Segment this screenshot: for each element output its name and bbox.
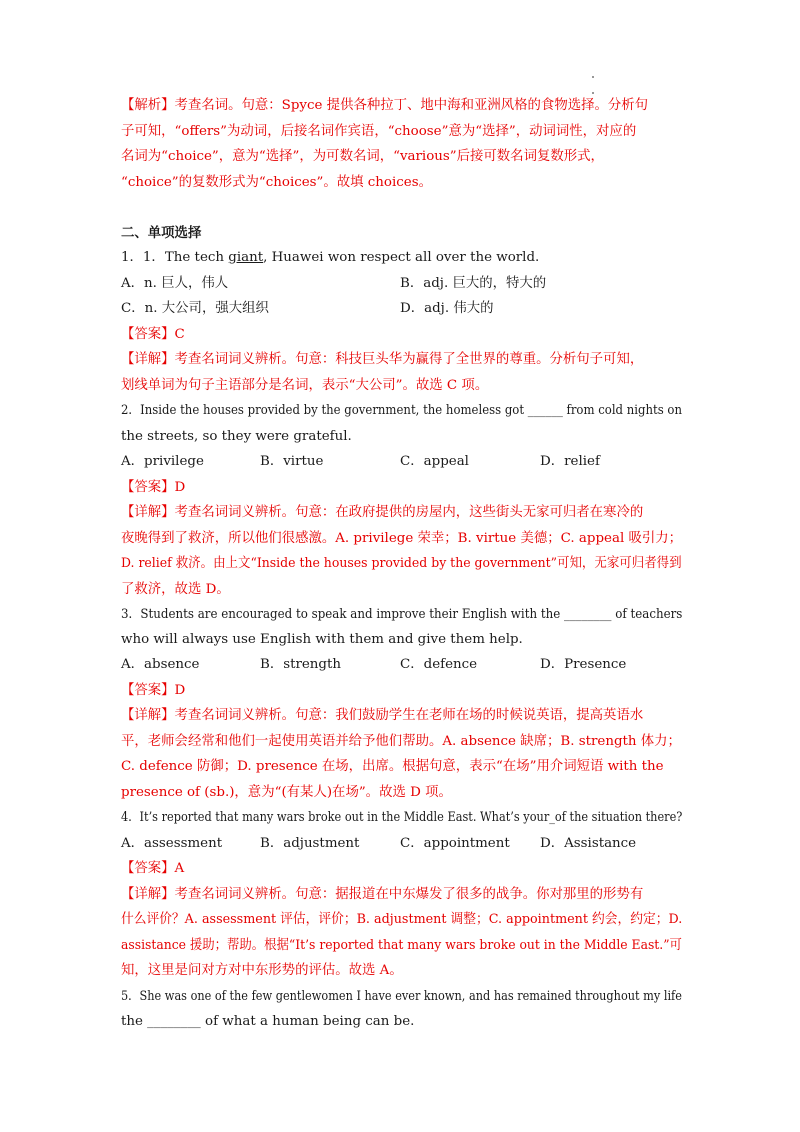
detail-line: 【详解】考查名词词义辨析。句意：据报道在中东爆发了很多的战争。你对那里的形势有: [121, 887, 644, 902]
option-c: C．appointment: [400, 836, 510, 851]
underlined-word: giant: [228, 250, 264, 265]
answer: 【答案】D: [121, 683, 186, 698]
option-b: B．adjustment: [260, 836, 360, 851]
question-3-stem: who will always use English with them and give them help.: [121, 632, 523, 647]
corner-dot: [592, 76, 594, 78]
answer: 【答案】A: [121, 861, 185, 876]
answer: 【答案】D: [121, 480, 186, 495]
detail-line: 【详解】考查名词词义辨析。句意：在政府提供的房屋内，这些街头无家可归者在寒冷的: [121, 505, 644, 520]
option-b: B．strength: [260, 657, 342, 672]
detail-line: 【详解】考查名词词义辨析。句意：我们鼓励学生在老师在场的时候说英语，提高英语水: [121, 708, 644, 723]
option-b: B．virtue: [260, 454, 324, 469]
detail-line: 平，老师会经常和他们一起使用英语并给予他们帮助。A. absence 缺席；B. strength 体力；: [121, 734, 681, 749]
analysis-line: 子可知，“offers”为动词，后接名词作宾语，“choose”意为“选择”，动词词性，对应的: [121, 124, 637, 139]
detail-line: 什么评价？A. assessment 评估，评价；B. adjustment 调整；C. appointment 约会，约定；D.: [121, 912, 683, 927]
option-d: D．Assistance: [540, 836, 637, 851]
detail-line: D. relief 救济。由上文“Inside the houses provided by the government”可知，无家可归者得到: [121, 556, 682, 571]
analysis-line: 名词为“choice”，意为“选择”，为可数名词，“various”后接可数名词复数形式，: [121, 149, 604, 164]
detail-line: presence of (sb.)，意为“(有某人)在场”。故选 D 项。: [121, 785, 452, 800]
option-c: C．appeal: [400, 454, 469, 469]
question-3-stem: 3．Students are encouraged to speak and improve their English with the ________ of teachers: [121, 607, 683, 622]
option-b: B．adj. 巨大的，特大的: [400, 276, 547, 291]
option-a: A．absence: [121, 657, 200, 672]
option-c: C．defence: [400, 657, 478, 672]
stem-text: , Huawei won respect all over the world.: [263, 250, 540, 265]
corner-dot: [592, 92, 594, 94]
detail-line: 夜晚得到了救济，所以他们很感激。A. privilege 荣幸；B. virtue 美德；C. appeal 吸引力；: [121, 531, 683, 546]
option-d: D．adj. 伟大的: [400, 301, 494, 316]
question-2-stem: the streets, so they were grateful.: [121, 429, 352, 444]
question-4-stem: 4．It’s reported that many wars broke out in the Middle East. What’s your_of the situation there?: [121, 810, 683, 825]
question-2-stem: 2．Inside the houses provided by the government, the homeless got ______ from cold nights on: [121, 403, 682, 418]
analysis-line: 【解析】考查名词。句意：Spyce 提供各种拉丁、地中海和亚洲风格的食物选择。分析句: [121, 98, 649, 113]
option-a: A．privilege: [121, 454, 204, 469]
detail-line: 划线单词为句子主语部分是名词，表示“大公司”。故选 C 项。: [121, 378, 489, 393]
detail-line: assistance 援助；帮助。根据“It’s reported that many wars broke out in the Middle East.”可: [121, 938, 682, 953]
detail-line: 【详解】考查名词词义辨析。句意：科技巨头华为赢得了全世界的尊重。分析句子可知，: [121, 352, 644, 367]
option-a: A．n. 巨人，伟人: [121, 276, 229, 291]
stem-text: 1．1．The tech: [121, 250, 229, 265]
question-1-stem: [121, 248, 539, 268]
detail-line: 了救济，故选 D。: [121, 582, 230, 597]
detail-line: 知，这里是问对方对中东形势的评估。故选 A。: [121, 963, 403, 978]
question-5-stem: 5．She was one of the few gentlewomen I have ever known, and has remained throughout my life: [121, 989, 682, 1004]
section-title: 二、单项选择: [121, 225, 202, 241]
question-5-stem: the ________ of what a human being can be.: [121, 1014, 415, 1029]
option-d: D．relief: [540, 454, 600, 469]
option-c: C．n. 大公司，强大组织: [121, 301, 269, 316]
detail-line: C. defence 防御；D. presence 在场，出席。根据句意，表示“在场”用介词短语 with the: [121, 759, 664, 774]
option-a: A．assessment: [121, 836, 223, 851]
answer: 【答案】C: [121, 327, 185, 342]
option-d: D．Presence: [540, 657, 627, 672]
analysis-line: “choice”的复数形式为“choices”。故填 choices。: [121, 175, 432, 190]
